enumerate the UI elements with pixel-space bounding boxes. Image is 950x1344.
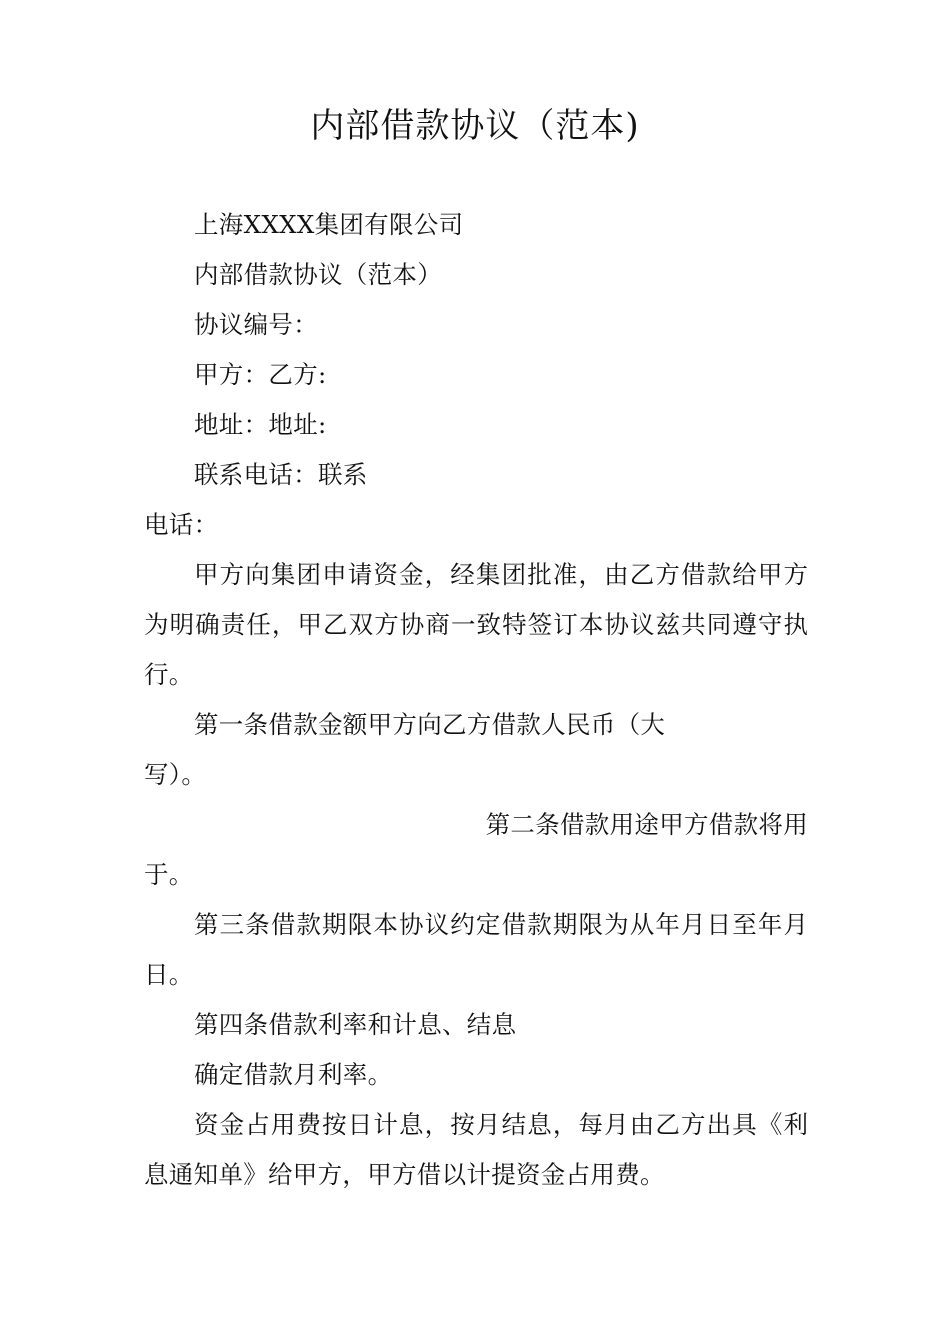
article-4-rate-line: 确定借款月利率。 <box>194 1060 393 1089</box>
contact-phone-label-continued: 电话： <box>144 510 219 539</box>
subtitle-line: 内部借款协议（范本） <box>194 260 442 289</box>
article-2-line-2: 于。 <box>144 860 194 889</box>
parties-label: 甲方：乙方: <box>194 360 327 389</box>
agreement-number-label: 协议编号： <box>194 310 318 339</box>
article-3-line-2: 日。 <box>144 960 194 989</box>
intro-paragraph-line-3: 行。 <box>144 660 194 689</box>
article-1-line-2: 写）。 <box>144 760 207 789</box>
fee-paragraph-line-2: 息通知单》给甲方，甲方借以计提资金占用费。 <box>144 1160 665 1189</box>
document-title: 内部借款协议（范本) <box>310 106 640 146</box>
contact-phone-label: 联系电话：联系 <box>194 460 368 489</box>
fee-paragraph-line-1: 资金占用费按日计息，按月结息，每月由乙方出具《利 <box>194 1110 808 1139</box>
company-name: 上海XXXX集团有限公司 <box>194 210 464 239</box>
article-1-line-1: 第一条借款金额甲方向乙方借款人民币（大 <box>194 710 666 739</box>
article-2-line-1: 第二条借款用途甲方借款将用 <box>485 810 808 839</box>
intro-paragraph-line-1: 甲方向集团申请资金，经集团批准，由乙方借款给甲方 <box>194 560 808 589</box>
intro-paragraph-line-2: 为明确责任，甲乙双方协商一致特签订本协议兹共同遵守执 <box>144 610 808 639</box>
article-4-heading: 第四条借款利率和计息、结息 <box>194 1010 517 1039</box>
address-label: 地址：地址: <box>194 410 327 439</box>
article-3-line-1: 第三条借款期限本协议约定借款期限为从年月日至年月 <box>194 910 808 939</box>
